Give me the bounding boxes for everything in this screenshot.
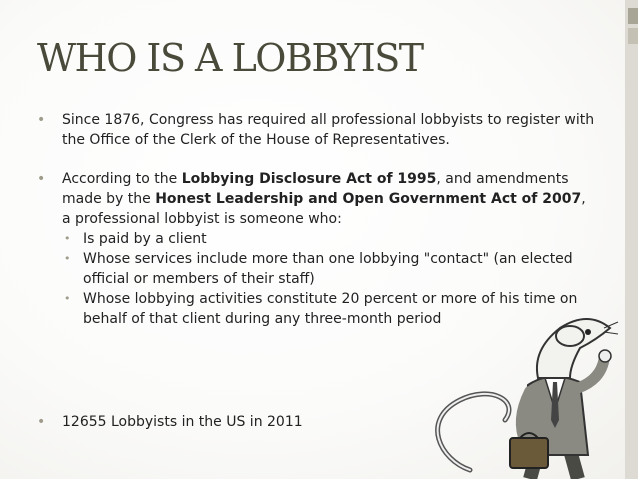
- sub-bullet-text: Whose services include more than one lobbying "contact" (an elected official or members of their staff): [83, 251, 573, 287]
- act-name-1995: Lobbying Disclosure Act of 1995: [181, 171, 437, 187]
- bullet-marker: •: [37, 414, 46, 430]
- sub-bullet-text: Whose lobbying activities constitute 20 percent or more of his time on behalf of that client during any three-month period: [83, 291, 578, 327]
- bullet-marker: •: [37, 112, 46, 128]
- bullet-item: [37, 412, 303, 432]
- sub-bullet-marker: •: [64, 252, 71, 265]
- bullet-item: [37, 110, 597, 150]
- bullet-item: [37, 169, 597, 229]
- accent-tab: [628, 28, 638, 44]
- sub-bullet-marker: •: [64, 292, 71, 305]
- bullet-text: 12655 Lobbyists in the US in 2011: [62, 414, 303, 430]
- bullet-text: According to the: [62, 171, 182, 187]
- accent-tab: [628, 8, 638, 24]
- bullet-text: Since 1876, Congress has required all professional lobbyists to register with the Office of the Clerk of the House of Representatives.: [62, 112, 595, 148]
- sub-bullet-text: Is paid by a client: [83, 231, 207, 247]
- sub-bullet-item: [64, 229, 597, 249]
- slide-title: WHO IS A LOBBYIST: [37, 36, 423, 80]
- rat-lobbyist-icon: [420, 270, 620, 479]
- slide-side-accent-bar: [625, 0, 638, 479]
- bullet-text: , a professional lobbyist is someone who:: [62, 191, 586, 227]
- act-name-2007: Honest Leadership and Open Government Act of 2007: [155, 191, 582, 207]
- bullet-marker: •: [37, 171, 46, 187]
- sub-bullet-marker: •: [64, 232, 71, 245]
- bullet-text: , and amendments made by the: [62, 171, 569, 207]
